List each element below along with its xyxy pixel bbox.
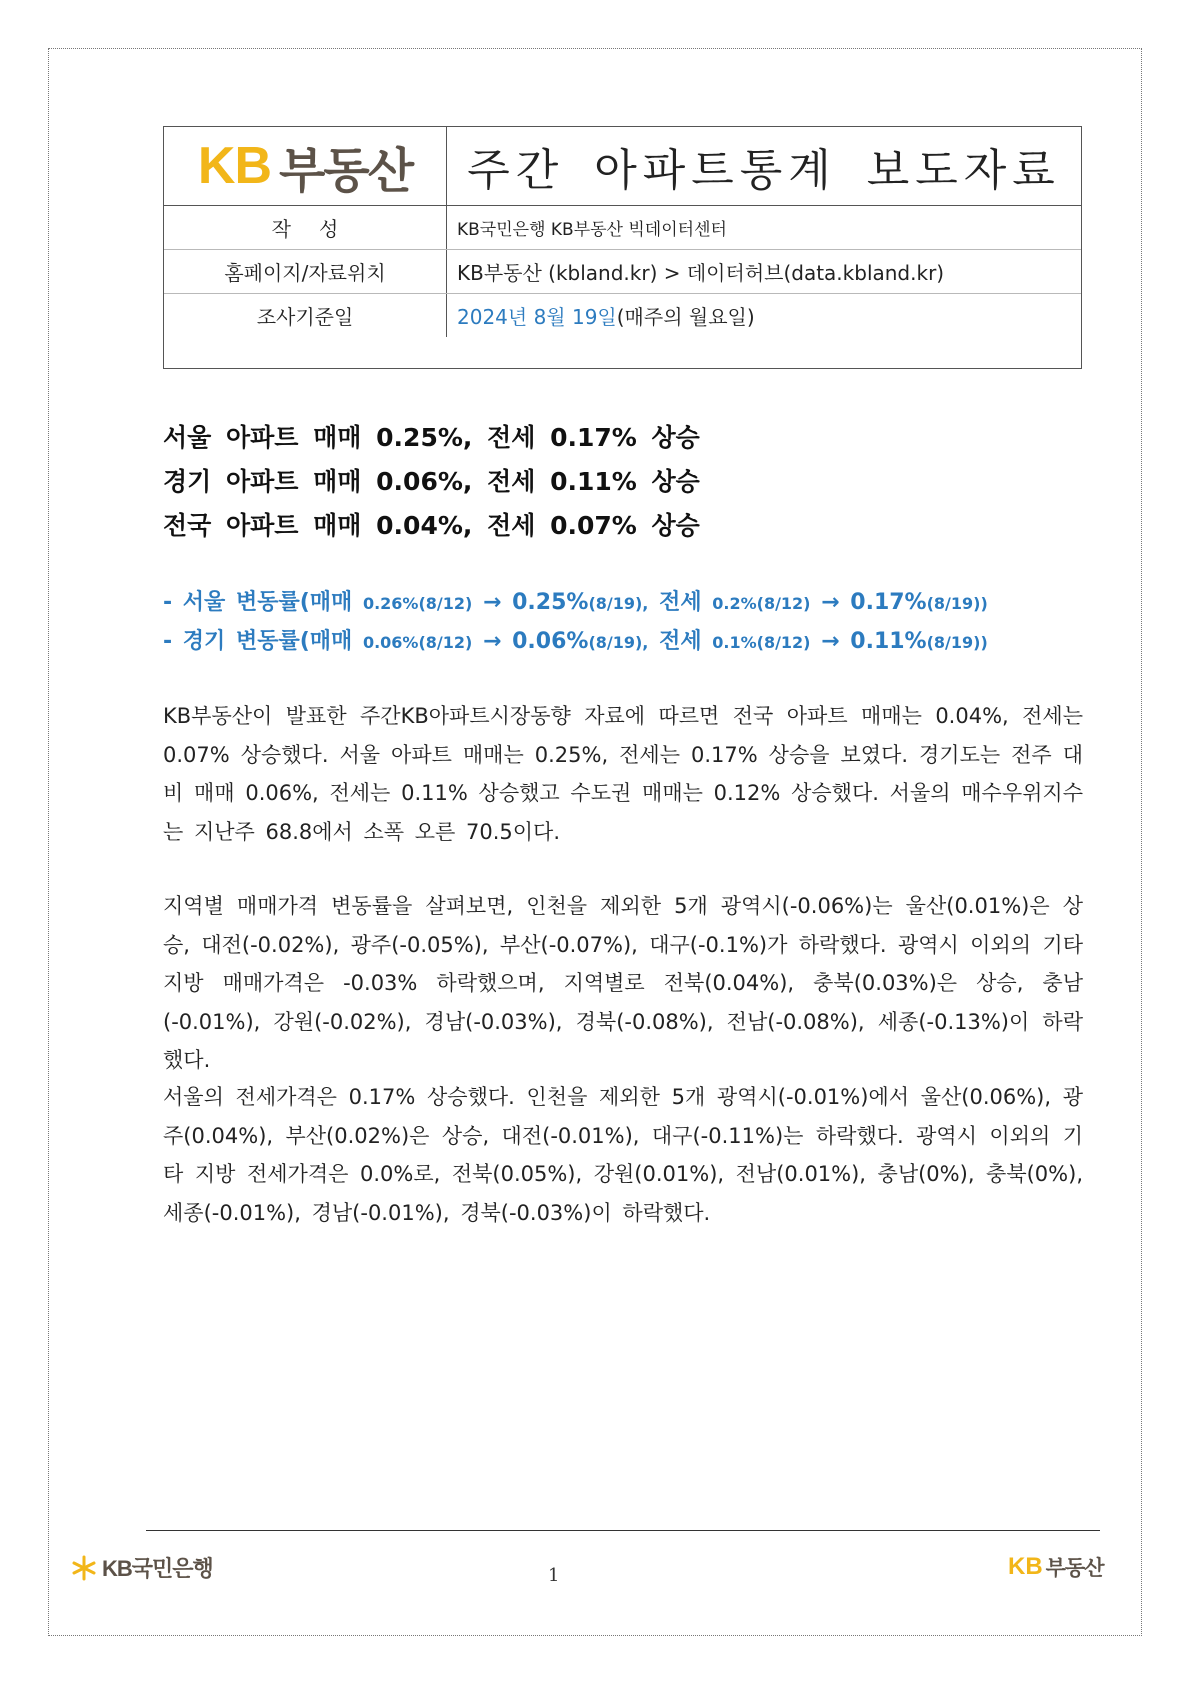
summary-seoul: - 서울 변동률(매매 0.26%(8/12) → 0.25%(8/19), 전세 0.2%(8/12) → 0.17%(8/19)) — [163, 590, 988, 615]
kb-land-logo — [164, 127, 447, 205]
survey-date: 2024년 8월 19일 — [457, 305, 617, 329]
info-row-homepage — [164, 250, 1081, 294]
survey-date-suffix: (매주의 월요일) — [616, 305, 755, 329]
info-row-author — [164, 206, 1081, 250]
header-top-row — [164, 127, 1081, 206]
logo-kb: KB — [197, 137, 271, 195]
info-row-date — [164, 294, 1081, 337]
headlines — [163, 416, 700, 548]
headline-gyeonggi: 경기 아파트 매매 0.06%, 전세 0.11% 상승 — [163, 467, 700, 496]
headline-seoul: 서울 아파트 매매 0.25%, 전세 0.17% 상승 — [163, 423, 700, 452]
footer-divider — [146, 1530, 1100, 1531]
author-label: 작성 — [164, 206, 447, 249]
bank-name: KB국민은행 — [102, 1556, 213, 1581]
footer-logo-text: 부동산 — [1045, 1556, 1104, 1580]
arrow-icon: → — [821, 590, 840, 615]
arrow-icon: → — [821, 629, 840, 654]
logo-text: 부동산 — [279, 142, 413, 199]
arrow-icon: → — [483, 629, 502, 654]
date-label: 조사기준일 — [164, 294, 447, 337]
summary-gyeonggi: - 경기 변동률(매매 0.06%(8/12) → 0.06%(8/19), 전세 0.1%(8/12) → 0.11%(8/19)) — [163, 629, 988, 654]
arrow-icon: → — [483, 590, 502, 615]
footer-kb-land-logo — [1008, 1552, 1104, 1582]
kb-star-icon — [70, 1554, 98, 1582]
headline-national: 전국 아파트 매매 0.04%, 전세 0.07% 상승 — [163, 511, 700, 540]
paragraph-sale-prices: 지역별 매매가격 변동률을 살펴보면, 인천을 제외한 5개 광역시(-0.06%)는 울산(0.01%)은 상승, 대전(-0.02%), 광주(-0.05%), 부산(-0.07%), 대구(-0.1%)가 하락했다. 광역시 이외의 기타 지방 매매가격은 -0.03% 하락했으며, 지역별로 전북(0.04%), 충북(0.03%)은 상승, 충남(-0.01%), 강원(-0.02%), 경남(-0.03%), 경북(-0.08%), 전남(-0.08%), 세종(-0.13%)이 하락했다. — [163, 894, 1083, 1072]
document-title: 주간 아파트통계 보도자료 — [467, 145, 1061, 196]
author-value: KB국민은행 KB부동산 빅데이터센터 — [457, 220, 727, 240]
paragraph-jeonse-prices: 서울의 전세가격은 0.17% 상승했다. 인천을 제외한 5개 광역시(-0.01%)에서 울산(0.06%), 광주(0.04%), 부산(0.02%)은 상승, 대전(-0.01%), 대구(-0.11%)는 하락했다. 광역시 이외의 기타 지방 전세가격은 0.0%로, 전북(0.05%), 강원(0.01%), 전남(0.01%), 충남(0%), 충북(0%), 세종(-0.01%), 경남(-0.01%), 경북(-0.03%)이 하락했다. — [163, 1085, 1083, 1225]
footer-logo-kb: KB — [1008, 1553, 1043, 1580]
page-number: 1 — [548, 1565, 560, 1586]
kb-bank-logo — [70, 1552, 213, 1583]
homepage-value: KB부동산 (kbland.kr) > 데이터허브(data.kbland.kr) — [457, 261, 945, 285]
homepage-label: 홈페이지/자료위치 — [164, 250, 447, 293]
change-rate-summary — [163, 584, 988, 662]
header-table — [163, 126, 1082, 369]
paragraph-overview: KB부동산이 발표한 주간KB아파트시장동향 자료에 따르면 전국 아파트 매매는 0.04%, 전세는 0.07% 상승했다. 서울 아파트 매매는 0.25%, 전세는 0.17% 상승을 보였다. 경기도는 전주 대비 매매 0.06%, 전세는 0.11% 상승했고 수도권 매매는 0.12% 상승했다. 서울의 매수우위지수는 지난주 68.8에서 소폭 오른 70.5이다. — [163, 704, 1083, 844]
date-value — [447, 294, 1081, 337]
